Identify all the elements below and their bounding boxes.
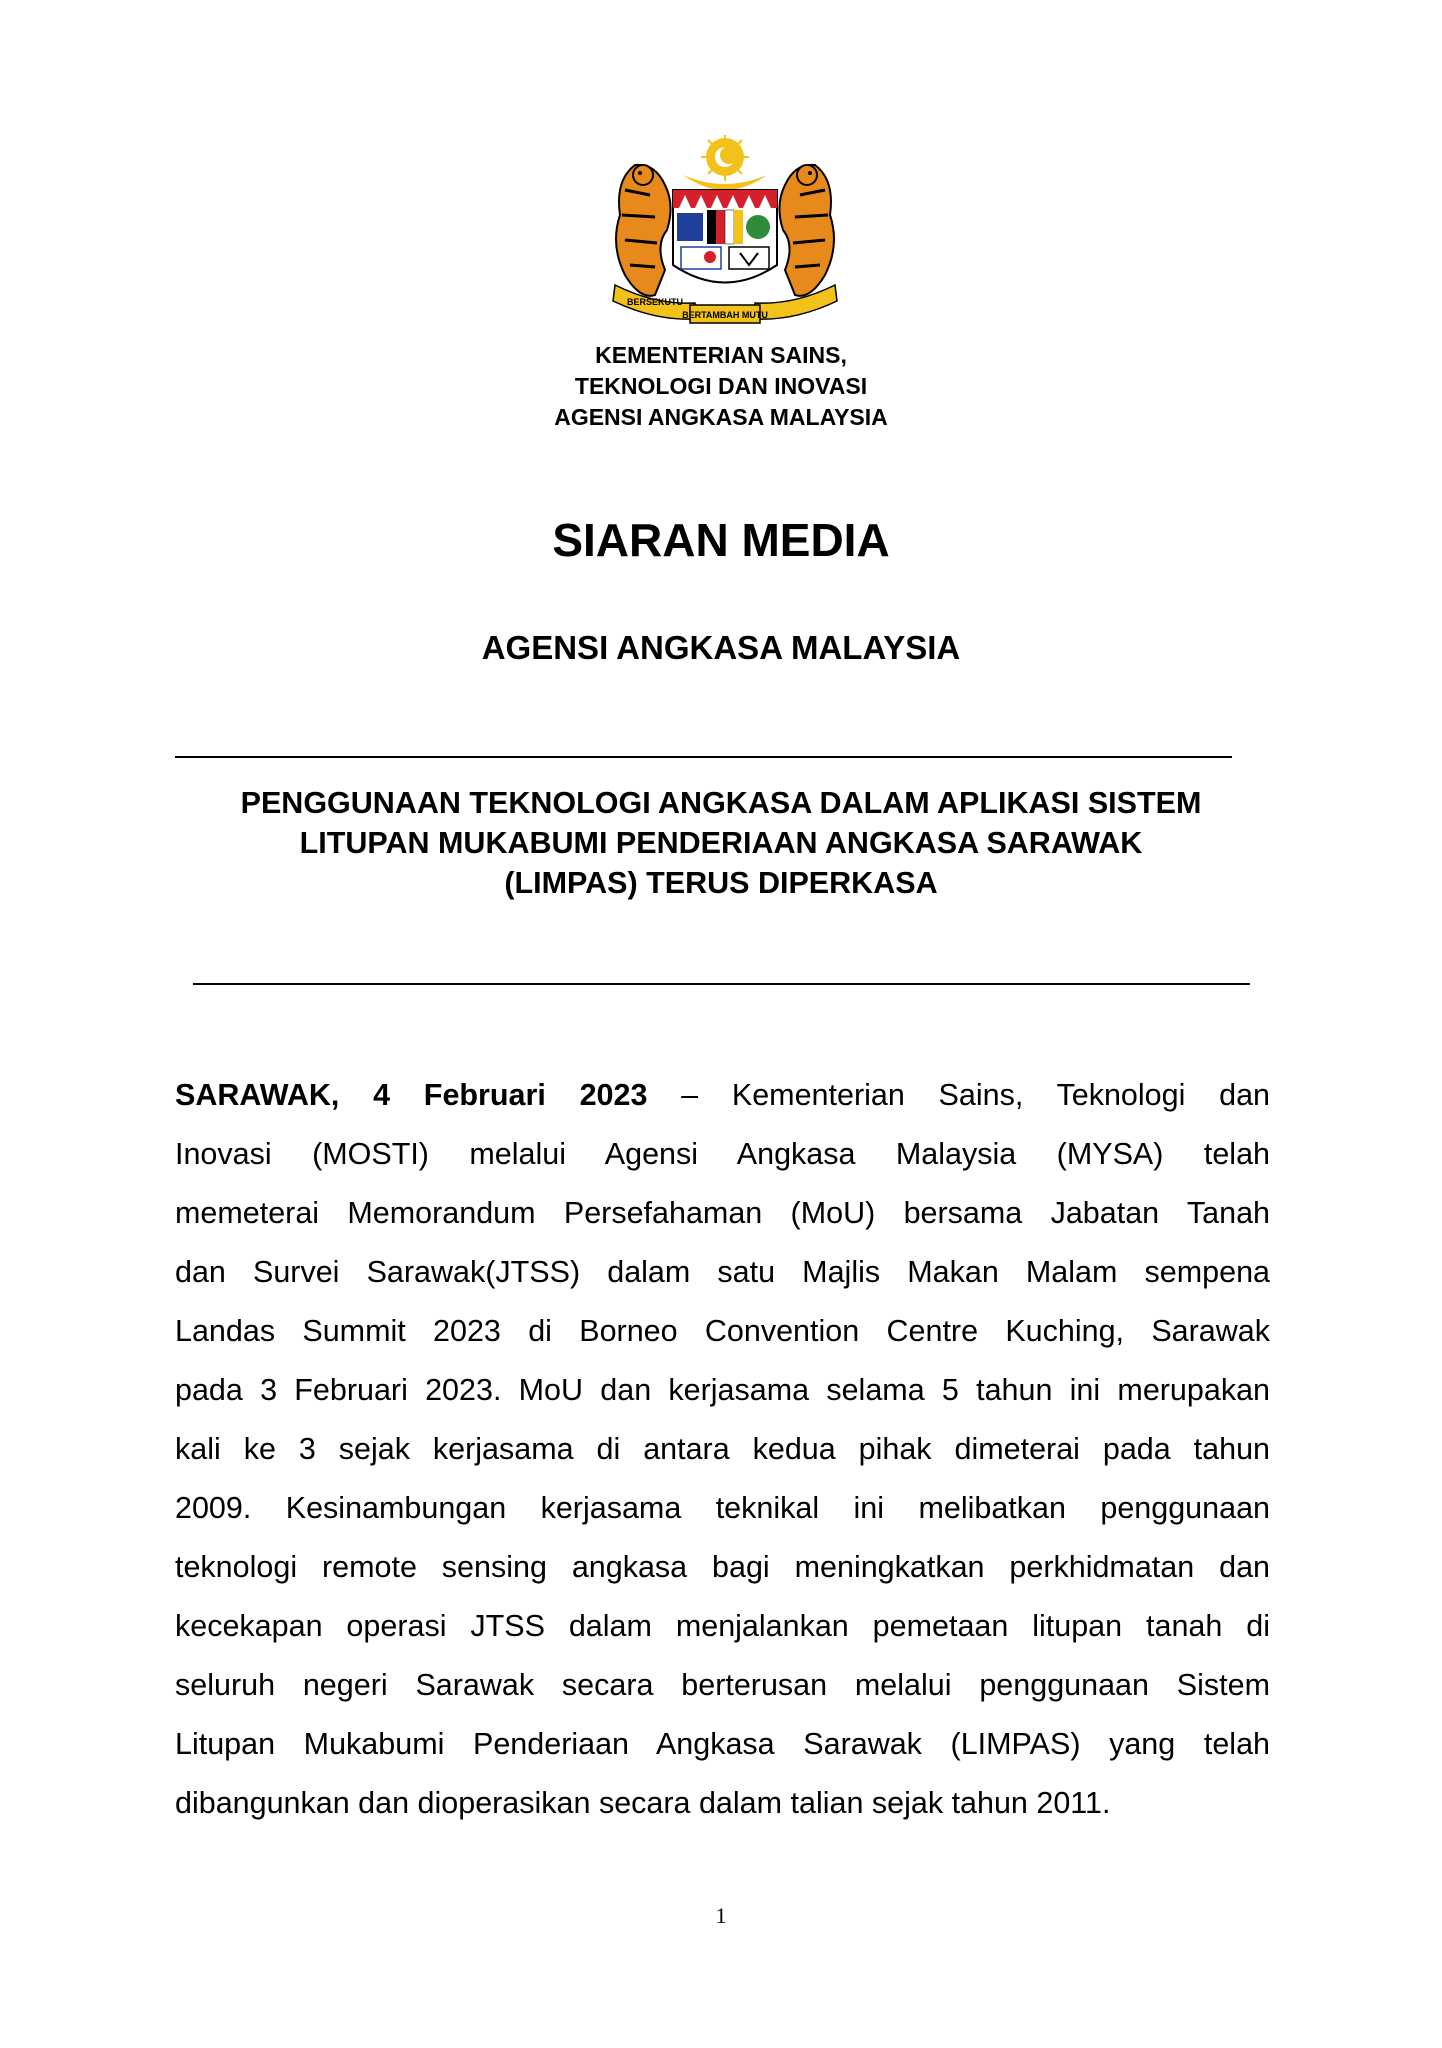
headline-line-3: (LIMPAS) TERUS DIPERKASA — [504, 866, 938, 900]
body-line: seluruh negeri Sarawak secara berterusan melalui penggunaan Sistem — [175, 1668, 1270, 1702]
page-subtitle: AGENSI ANGKASA MALAYSIA — [481, 629, 961, 666]
body-line: kecekapan operasi JTSS dalam menjalankan pemetaan litupan tanah di — [175, 1609, 1270, 1643]
agency-line: AGENSI ANGKASA MALAYSIA — [554, 404, 888, 430]
body-line: dan Survei Sarawak(JTSS) dalam satu Majlis Makan Malam sempena — [175, 1255, 1270, 1289]
divider-bottom — [193, 983, 1250, 985]
body-line: Inovasi (MOSTI) melalui Agensi Angkasa Malaysia (MYSA) telah — [175, 1137, 1270, 1171]
page-title: SIARAN MEDIA — [552, 514, 890, 566]
left-tiger-icon — [616, 165, 671, 296]
body-paragraph — [175, 1066, 1270, 1833]
shield-icon — [673, 190, 777, 283]
headline-line-2: LITUPAN MUKABUMI PENDERIAAN ANGKASA SARAWAK — [299, 826, 1143, 860]
page-number: 1 — [715, 1903, 727, 1928]
right-tiger-icon — [779, 165, 834, 296]
body-line: kali ke 3 sejak kerjasama di antara kedua pihak dimeterai pada tahun — [175, 1432, 1270, 1466]
body-line: teknologi remote sensing angkasa bagi meningkatkan perkhidmatan dan — [175, 1550, 1270, 1584]
crescent-star-icon — [683, 135, 767, 190]
body-line: pada 3 Februari 2023. MoU dan kerjasama selama 5 tahun ini merupakan — [175, 1373, 1270, 1407]
ministry-line-1: KEMENTERIAN SAINS, — [595, 342, 847, 368]
body-line-text: – Kementerian Sains, Teknologi dan — [647, 1078, 1270, 1112]
malaysia-coat-of-arms-icon — [595, 135, 855, 335]
ministry-line-2: TEKNOLOGI DAN INOVASI — [574, 373, 868, 399]
divider-top — [175, 756, 1232, 758]
body-line: dibangunkan dan dioperasikan secara dalam talian sejak tahun 2011. — [175, 1786, 1111, 1820]
body-line: Landas Summit 2023 di Borneo Convention Centre Kuching, Sarawak — [175, 1314, 1270, 1348]
dateline: SARAWAK, 4 Februari 2023 — [175, 1078, 648, 1112]
body-line — [175, 1066, 1270, 1125]
press-headline — [150, 783, 1292, 903]
motto-center-text: BERTAMBAH MUTU — [682, 310, 768, 320]
body-line: Litupan Mukabumi Penderiaan Angkasa Sarawak (LIMPAS) yang telah — [175, 1727, 1270, 1761]
headline-line-1: PENGGUNAAN TEKNOLOGI ANGKASA DALAM APLIKASI SISTEM — [240, 786, 1202, 820]
body-line: memeterai Memorandum Persefahaman (MoU) bersama Jabatan Tanah — [175, 1196, 1270, 1230]
ministry-header — [0, 340, 1442, 433]
body-line: 2009. Kesinambungan kerjasama teknikal ini melibatkan penggunaan — [175, 1491, 1270, 1525]
motto-left-text: BERSEKUTU — [626, 297, 684, 307]
